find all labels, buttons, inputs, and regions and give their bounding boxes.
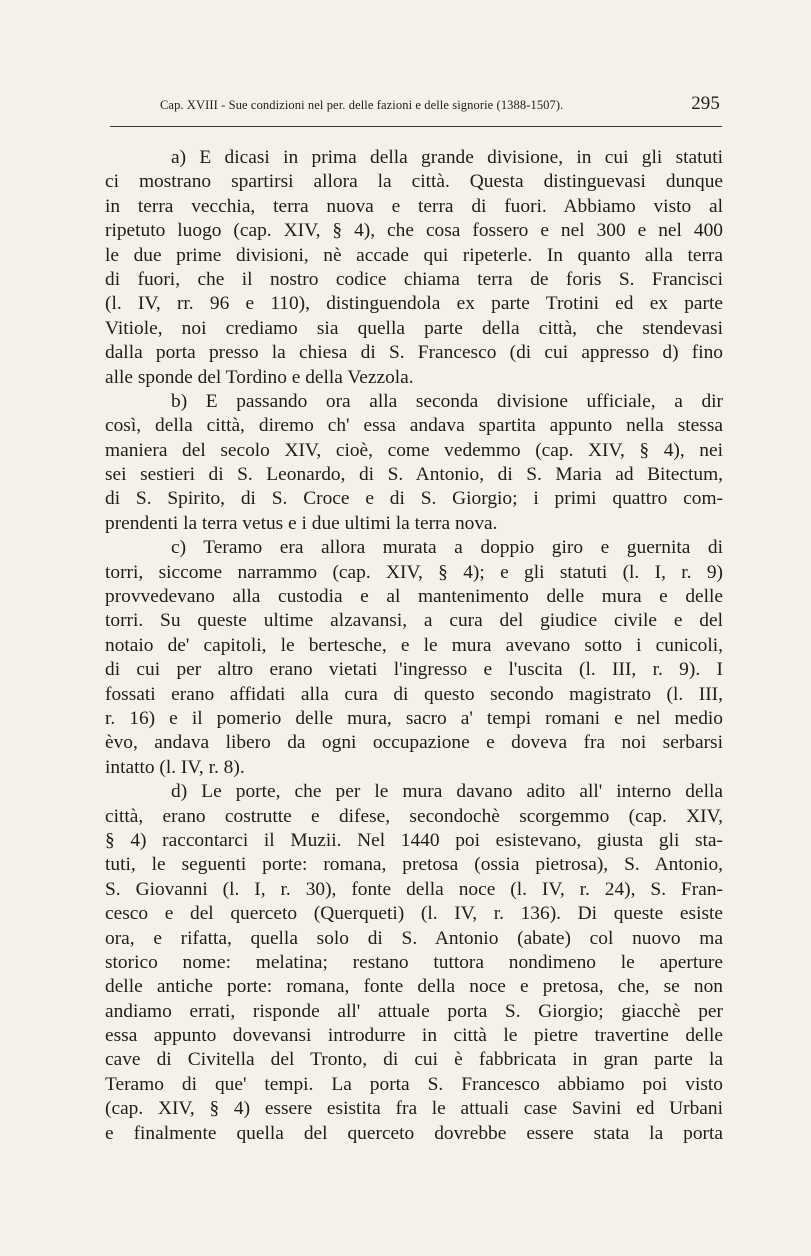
text-line: intatto (l. IV, r. 8).: [105, 756, 245, 778]
text-line: prendenti la terra vetus e i due ultimi la terra nova.: [105, 512, 498, 534]
text-line: di S. Spirito, di S. Croce e di S. Giorgio; i primi quattro com-: [105, 488, 723, 510]
text-line: èvo, andava libero da ogni occupazione e doveva fra noi serbarsi: [105, 732, 723, 754]
text-line: c) Teramo era allora murata a doppio giro e guernita di: [171, 537, 723, 559]
text-line: r. 16) e il pomerio delle mura, sacro a' tempi romani e nel medio: [105, 707, 723, 729]
text-line: ripetuto luogo (cap. XIV, § 4), che cosa fossero e nel 300 e nel 400: [105, 220, 723, 242]
text-line: torri. Su queste ultime alzavansi, a cura del giudice civile e del: [105, 610, 723, 632]
text-line: fossati erano affidati alla cura di questo secondo magistrato (l. III,: [105, 683, 723, 705]
running-title: Cap. XVIII - Sue condizioni nel per. delle fazioni e delle signorie (1388-1507).: [160, 98, 564, 112]
text-line: ci mostrano spartirsi allora la città. Questa distinguevasi dunque: [105, 171, 723, 193]
text-line: essa appunto dovevansi introdurre in città le pietre travertine delle: [105, 1025, 723, 1047]
text-line: di fuori, che il nostro codice chiama terra de foris S. Francisci: [105, 268, 723, 290]
text-line: cesco e del querceto (Querqueti) (l. IV, r. 136). Di queste esiste: [105, 903, 723, 925]
text-line: notaio de' capitoli, le bertesche, e le mura avevano sotto i cunicoli,: [105, 634, 723, 656]
text-line: b) E passando ora alla seconda divisione ufficiale, a dir: [171, 390, 723, 412]
text-line: cave di Civitella del Tronto, di cui è fabbricata in gran parte la: [105, 1049, 723, 1071]
text-line: S. Giovanni (l. I, r. 30), fonte della noce (l. IV, r. 24), S. Fran-: [105, 878, 723, 900]
text-line: andiamo errati, risponde all' attuale porta S. Giorgio; giacchè per: [105, 1000, 723, 1022]
body-text: [105, 146, 723, 1146]
text-line: tuti, le seguenti porte: romana, pretosa (ossia pietrosa), S. Antonio,: [105, 854, 723, 876]
text-line: (l. IV, rr. 96 e 110), distinguendola ex parte Trotini ed ex parte: [105, 293, 723, 315]
text-line: sei sestieri di S. Leonardo, di S. Antonio, di S. Maria ad Bitectum,: [105, 464, 723, 486]
text-line: Vitiole, noi crediamo sia quella parte della città, che stendevasi: [105, 317, 723, 339]
text-line: dalla porta presso la chiesa di S. Francesco (di cui appresso d) fino: [105, 342, 723, 364]
text-line: torri, siccome narrammo (cap. XIV, § 4); e gli statuti (l. I, r. 9): [105, 561, 723, 583]
text-line: ora, e rifatta, quella solo di S. Antonio (abate) col nuovo ma: [105, 927, 723, 949]
header-rule: [110, 126, 722, 127]
text-line: di cui per altro erano vietati l'ingresso e l'uscita (l. III, r. 9). I: [105, 659, 723, 681]
text-line: alle sponde del Tordino e della Vezzola.: [105, 366, 414, 388]
text-line: maniera del secolo XIV, cioè, come vedemmo (cap. XIV, § 4), nei: [105, 439, 723, 461]
page-number: 295: [691, 93, 720, 114]
running-header: [160, 90, 720, 116]
text-line: in terra vecchia, terra nuova e terra di fuori. Abbiamo visto al: [105, 195, 723, 217]
text-line: storico nome: melatina; restano tuttora nondimeno le aperture: [105, 951, 723, 973]
text-line: delle antiche porte: romana, fonte della noce e pretosa, che, se non: [105, 976, 723, 998]
text-line: Teramo di que' tempi. La porta S. Francesco abbiamo poi visto: [105, 1073, 723, 1095]
text-line: provvedevano alla custodia e al mantenimento delle mura e delle: [105, 586, 723, 608]
text-line: (cap. XIV, § 4) essere esistita fra le attuali case Savini ed Urbani: [105, 1098, 723, 1120]
text-line: così, della città, diremo ch' essa andava spartita appunto nella stessa: [105, 415, 723, 437]
text-line: d) Le porte, che per le mura davano adito all' interno della: [171, 781, 723, 803]
text-line: e finalmente quella del querceto dovrebbe essere stata la porta: [105, 1122, 723, 1144]
text-line: a) E dicasi in prima della grande divisione, in cui gli statuti: [171, 147, 723, 168]
text-line: le due prime divisioni, nè accade qui ripeterle. In quanto alla terra: [105, 244, 723, 266]
text-line: città, erano costrutte e difese, secondochè scorgemmo (cap. XIV,: [105, 805, 723, 827]
text-line: § 4) raccontarci il Muzii. Nel 1440 poi esistevano, giusta gli sta-: [105, 829, 723, 851]
